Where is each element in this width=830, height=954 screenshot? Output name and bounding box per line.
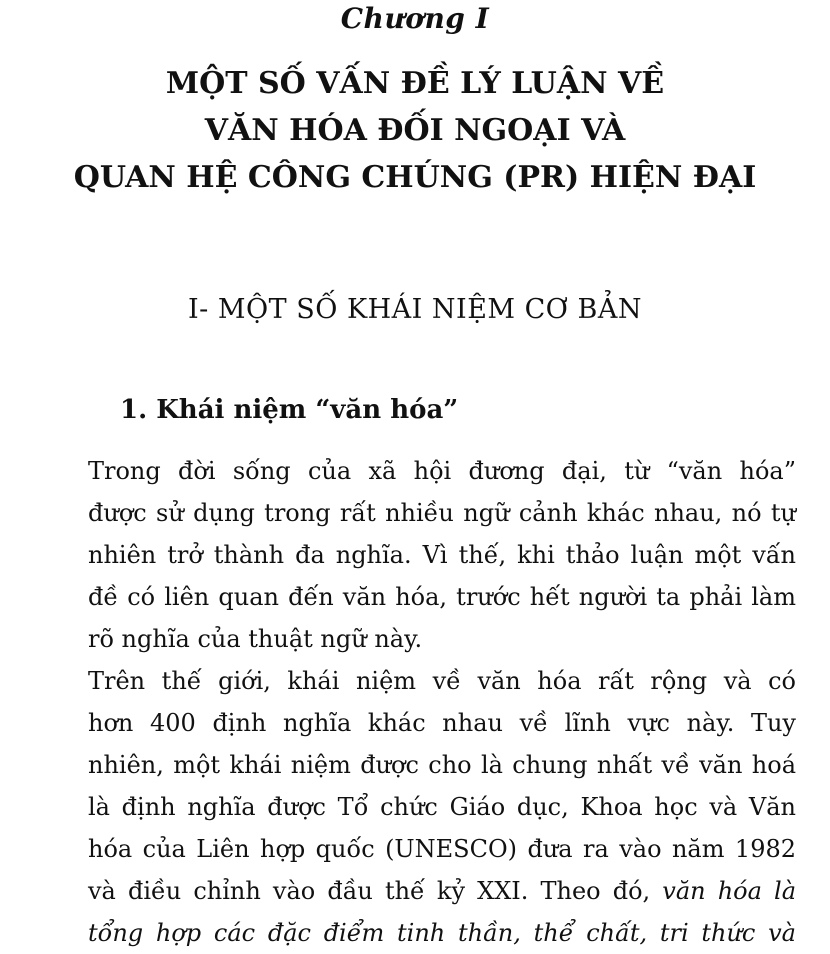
paragraph-line: là định nghĩa được Tổ chức Giáo dục, Khoa học và Văn [88, 793, 796, 821]
paragraph-line: nhiên trở thành đa nghĩa. Vì thế, khi thảo luận một vấn [88, 541, 796, 569]
chapter-title-line: MỘT SỐ VẤN ĐỀ LÝ LUẬN VỀ [165, 66, 665, 101]
definition-emphasis: văn hóa là [662, 877, 797, 905]
chapter-label: Chương I [340, 2, 490, 35]
definition-emphasis: tổng hợp các đặc điểm tinh thần, thể chất, tri thức và [88, 919, 796, 947]
paragraph-line: hóa của Liên hợp quốc (UNESCO) đưa ra vào năm 1982 [88, 835, 796, 863]
section-heading: I- MỘT SỐ KHÁI NIỆM CƠ BẢN [188, 294, 642, 325]
subsection-heading: 1. Khái niệm “văn hóa” [120, 395, 459, 425]
paragraph-line: và điều chỉnh vào đầu thế kỷ XXI. Theo đó, văn hóa là [88, 877, 797, 905]
paragraph-line: được sử dụng trong rất nhiều ngữ cảnh khác nhau, nó tự [88, 499, 796, 527]
paragraph-line: hơn 400 định nghĩa khác nhau về lĩnh vực này. Tuy [88, 709, 796, 737]
paragraph-line: đề có liên quan đến văn hóa, trước hết người ta phải làm [88, 583, 796, 611]
paragraph-line [88, 912, 796, 954]
paragraph-line: nhiên, một khái niệm được cho là chung nhất về văn hoá [88, 751, 796, 779]
chapter-title [0, 60, 830, 201]
paragraph-line: rõ nghĩa của thuật ngữ này. [88, 625, 423, 653]
paragraph-2 [88, 660, 796, 954]
paragraph-line: Trong đời sống của xã hội đương đại, từ “văn hóa” [88, 457, 796, 485]
chapter-title-line: QUAN HỆ CÔNG CHÚNG (PR) HIỆN ĐẠI [73, 160, 757, 195]
chapter-title-line: VĂN HÓA ĐỐI NGOẠI VÀ [204, 113, 626, 148]
paragraph-line: Trên thế giới, khái niệm về văn hóa rất rộng và có [88, 667, 796, 695]
paragraph-1 [88, 450, 796, 660]
